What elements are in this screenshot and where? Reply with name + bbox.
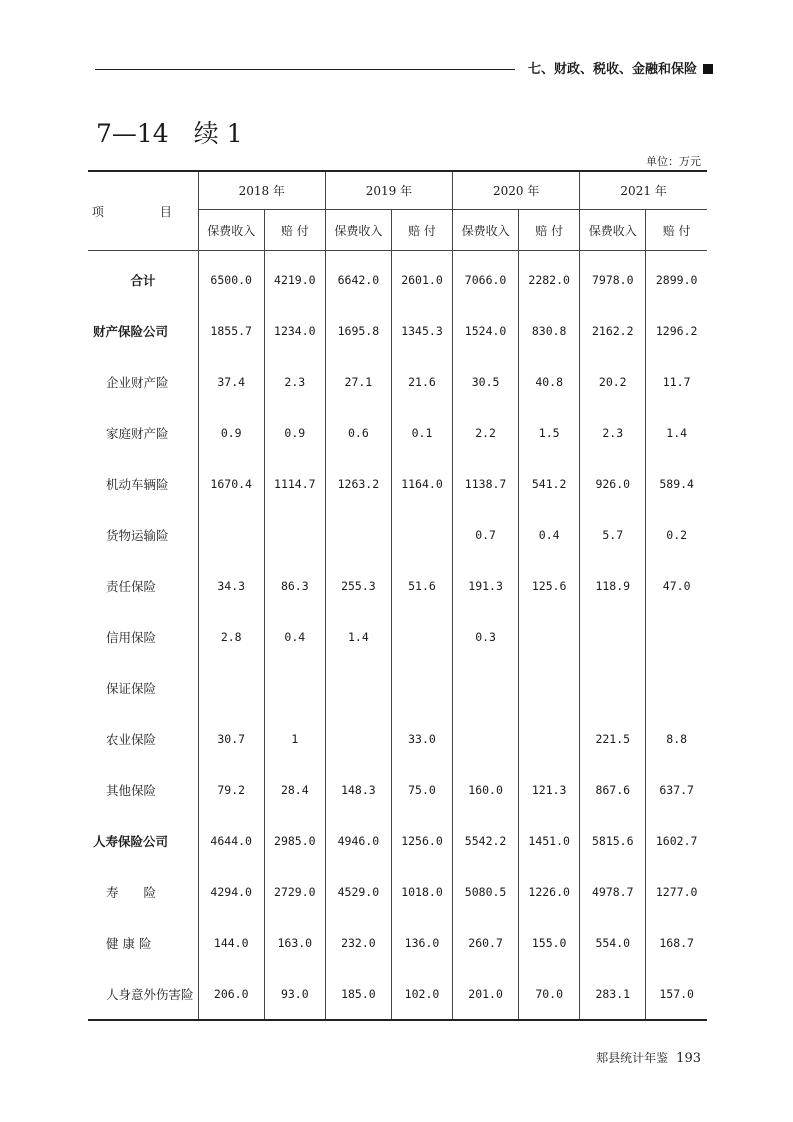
table-row [88,713,707,764]
premium-income-cell: 34.3 [198,560,264,611]
premium-income-cell: 554.0 [580,917,646,968]
row-label: 农业保险 [106,731,157,747]
claims-header: 赔 付 [264,210,325,251]
premium-income-cell [453,713,519,764]
claims-cell: 102.0 [391,968,452,1020]
claims-cell: 136.0 [391,917,452,968]
claims-cell: 2601.0 [391,251,452,306]
claims-cell [519,611,580,662]
premium-income-cell: 1855.7 [198,305,264,356]
premium-income-cell [580,662,646,713]
claims-cell: 2899.0 [646,251,707,306]
claims-cell: 121.3 [519,764,580,815]
premium-income-cell: 20.2 [580,356,646,407]
table-title: 7—14 续 1 [96,119,243,148]
claims-cell: 86.3 [264,560,325,611]
table-row [88,917,707,968]
year-header: 2019 年 [325,171,452,210]
premium-income-cell: 27.1 [325,356,391,407]
premium-income-cell: 2.2 [453,407,519,458]
premium-income-cell: 1670.4 [198,458,264,509]
claims-cell: 1.4 [646,407,707,458]
premium-income-cell: 144.0 [198,917,264,968]
claims-cell: 1277.0 [646,866,707,917]
page-footer [596,1049,701,1066]
table-row [88,866,707,917]
claims-cell: 2282.0 [519,251,580,306]
item-column-header: 项 目 [88,171,198,251]
claims-cell: 168.7 [646,917,707,968]
premium-income-cell [325,662,391,713]
premium-income-cell: 5815.6 [580,815,646,866]
premium-income-cell: 4644.0 [198,815,264,866]
claims-cell [391,611,452,662]
year-header-row [88,171,707,210]
premium-income-cell [453,662,519,713]
premium-income-cell: 232.0 [325,917,391,968]
claims-cell: 2985.0 [264,815,325,866]
claims-cell: 40.8 [519,356,580,407]
claims-cell: 21.6 [391,356,452,407]
premium-income-cell: 926.0 [580,458,646,509]
section-title: 七、财政、税收、金融和保险 [528,62,698,77]
claims-cell: 589.4 [646,458,707,509]
premium-income-cell: 221.5 [580,713,646,764]
row-label: 寿 险 [106,884,157,900]
claims-cell [391,662,452,713]
premium-income-cell: 2.8 [198,611,264,662]
premium-income-cell: 5080.5 [453,866,519,917]
premium-income-cell [325,509,391,560]
premium-income-cell: 148.3 [325,764,391,815]
premium-income-cell: 37.4 [198,356,264,407]
row-label: 货物运输险 [106,527,169,543]
unit-label: 单位：万元 [646,155,701,168]
premium-income-cell: 1.4 [325,611,391,662]
claims-cell [264,509,325,560]
claims-cell: 155.0 [519,917,580,968]
table-row [88,305,707,356]
premium-income-cell: 2.3 [580,407,646,458]
table-row [88,560,707,611]
premium-income-header: 保费收入 [453,210,519,251]
claims-cell [519,713,580,764]
claims-cell: 0.4 [264,611,325,662]
claims-cell: 1018.0 [391,866,452,917]
premium-income-cell: 1138.7 [453,458,519,509]
claims-header: 赔 付 [391,210,452,251]
table-row [88,611,707,662]
claims-cell: 541.2 [519,458,580,509]
claims-cell: 28.4 [264,764,325,815]
premium-income-header: 保费收入 [580,210,646,251]
premium-income-header: 保费收入 [325,210,391,251]
row-label: 合计 [130,272,156,288]
row-label: 企业财产险 [106,374,169,390]
claims-cell: 1234.0 [264,305,325,356]
table-row [88,815,707,866]
premium-income-cell: 0.9 [198,407,264,458]
claims-cell: 2729.0 [264,866,325,917]
claims-cell: 0.1 [391,407,452,458]
book-title: 郏县统计年鉴 [596,1051,669,1065]
premium-income-cell: 118.9 [580,560,646,611]
premium-income-cell: 4529.0 [325,866,391,917]
claims-cell: 163.0 [264,917,325,968]
header-rule [95,69,515,70]
row-label: 健 康 险 [106,935,152,951]
row-label: 保证保险 [106,680,157,696]
row-label: 人身意外伤害险 [88,968,198,1020]
insurance-table [88,170,707,1021]
claims-cell: 4219.0 [264,251,325,306]
table-row [88,458,707,509]
premium-income-cell: 4946.0 [325,815,391,866]
premium-income-cell: 201.0 [453,968,519,1020]
claims-cell [519,662,580,713]
row-label: 家庭财产险 [106,425,169,441]
table-row [88,968,707,1020]
claims-cell: 637.7 [646,764,707,815]
claims-cell: 0.2 [646,509,707,560]
premium-income-cell: 30.5 [453,356,519,407]
square-marker-icon [703,64,713,74]
claims-cell: 33.0 [391,713,452,764]
section-header [528,58,713,77]
premium-income-cell: 79.2 [198,764,264,815]
premium-income-cell: 7066.0 [453,251,519,306]
claims-cell: 1226.0 [519,866,580,917]
claims-cell: 1345.3 [391,305,452,356]
table-row [88,662,707,713]
table-row [88,251,707,306]
claims-cell: 1296.2 [646,305,707,356]
premium-income-cell: 6642.0 [325,251,391,306]
premium-income-cell: 867.6 [580,764,646,815]
premium-income-cell: 185.0 [325,968,391,1020]
premium-income-cell [325,713,391,764]
claims-cell: 11.7 [646,356,707,407]
premium-income-cell: 1524.0 [453,305,519,356]
row-label: 财产保险公司 [93,323,169,339]
claims-cell: 93.0 [264,968,325,1020]
premium-income-cell: 30.7 [198,713,264,764]
premium-income-cell: 1263.2 [325,458,391,509]
table-row [88,356,707,407]
premium-income-header: 保费收入 [198,210,264,251]
premium-income-cell [198,509,264,560]
premium-income-cell [580,611,646,662]
year-header: 2021 年 [580,171,707,210]
claims-cell: 1.5 [519,407,580,458]
premium-income-cell: 4294.0 [198,866,264,917]
premium-income-cell: 5542.2 [453,815,519,866]
premium-income-cell: 0.7 [453,509,519,560]
premium-income-cell: 255.3 [325,560,391,611]
claims-cell: 75.0 [391,764,452,815]
claims-cell: 125.6 [519,560,580,611]
premium-income-cell: 283.1 [580,968,646,1020]
premium-income-cell: 7978.0 [580,251,646,306]
row-label: 机动车辆险 [106,476,169,492]
premium-income-cell: 0.3 [453,611,519,662]
claims-cell [264,662,325,713]
claims-cell [391,509,452,560]
year-header: 2020 年 [453,171,580,210]
claims-cell: 1256.0 [391,815,452,866]
premium-income-cell [198,662,264,713]
claims-cell: 0.4 [519,509,580,560]
claims-header: 赔 付 [646,210,707,251]
premium-income-cell: 160.0 [453,764,519,815]
year-header: 2018 年 [198,171,325,210]
premium-income-cell: 206.0 [198,968,264,1020]
premium-income-cell: 0.6 [325,407,391,458]
claims-cell: 0.9 [264,407,325,458]
claims-cell: 1451.0 [519,815,580,866]
premium-income-cell: 4978.7 [580,866,646,917]
table-row [88,509,707,560]
claims-cell: 47.0 [646,560,707,611]
row-label: 人寿保险公司 [93,833,169,849]
claims-cell: 8.8 [646,713,707,764]
claims-cell [646,611,707,662]
page-number: 193 [676,1051,701,1066]
premium-income-cell: 191.3 [453,560,519,611]
claims-cell: 2.3 [264,356,325,407]
premium-income-cell: 6500.0 [198,251,264,306]
claims-header: 赔 付 [519,210,580,251]
claims-cell: 1164.0 [391,458,452,509]
claims-cell [646,662,707,713]
claims-cell: 70.0 [519,968,580,1020]
premium-income-cell: 260.7 [453,917,519,968]
claims-cell: 830.8 [519,305,580,356]
premium-income-cell: 1695.8 [325,305,391,356]
table-row [88,764,707,815]
claims-cell: 51.6 [391,560,452,611]
claims-cell: 157.0 [646,968,707,1020]
claims-cell: 1114.7 [264,458,325,509]
claims-cell: 1 [264,713,325,764]
claims-cell: 1602.7 [646,815,707,866]
row-label: 信用保险 [106,629,157,645]
row-label: 其他保险 [106,782,157,798]
row-label: 责任保险 [106,578,157,594]
table-row [88,407,707,458]
premium-income-cell: 5.7 [580,509,646,560]
premium-income-cell: 2162.2 [580,305,646,356]
